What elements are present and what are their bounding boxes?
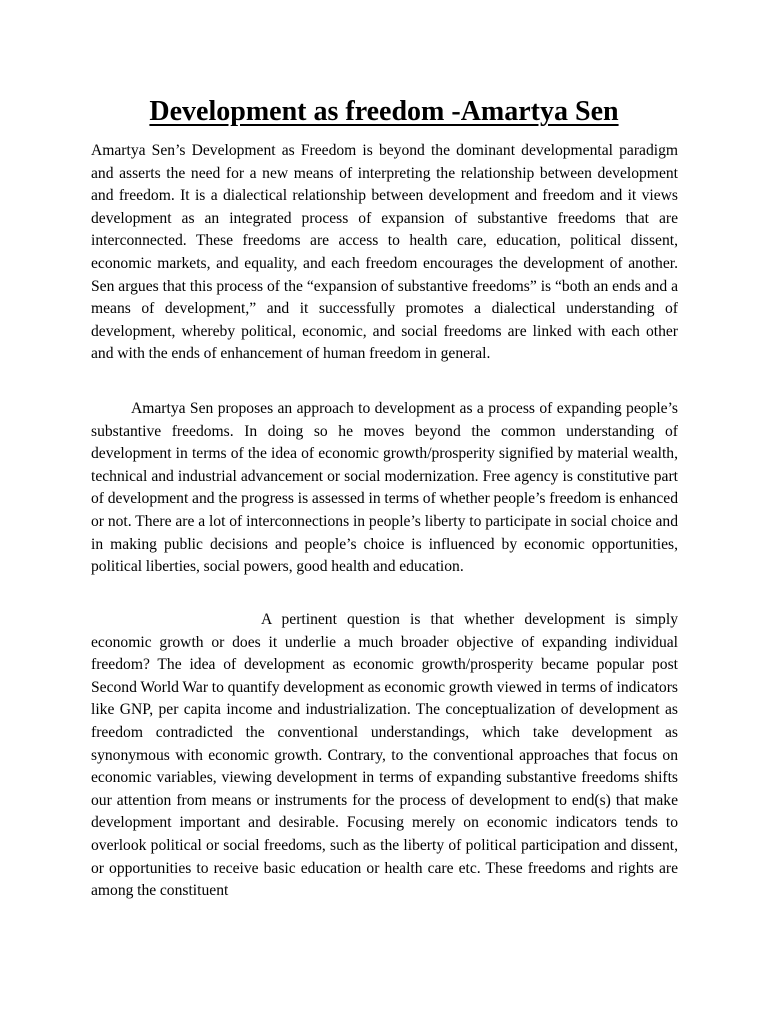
paragraph-2: Amartya Sen proposes an approach to development as a process of expanding people’s substantive freedoms. In doing so he moves beyond the common understanding of development in terms of the idea of economic growth/prosperity signified by material wealth, technical and industrial advancement or social modernization. Free agency is constitutive part of development and the progress is assessed in terms of whether people’s freedom is enhanced or not. There are a lot of interconnections in people’s liberty to participate in social choice and in making public decisions and people’s choice is influenced by economic opportunities, political liberties, social powers, good health and education. (91, 400, 678, 576)
paragraph-3: A pertinent question is that whether development is simply economic growth or does it underlie a much broader objective of expanding individual freedom? The idea of development as economic growth/prosperity became popular post Second World War to quantify development as economic growth viewed in terms of indicators like GNP, per capita income and industrialization. The conceptualization of development as freedom contradicted the conventional understandings, which take development as synonymous with economic growth. Contrary, to the conventional approaches that focus on economic variables, viewing development in terms of expanding substantive freedoms shifts our attention from means or instruments for the process of development to end(s) that make development important and desirable. Focusing merely on economic indicators tends to overlook political or social freedoms, such as the liberty of political participation and dissent, or opportunities to receive basic education or health care etc. These freedoms and rights are among the constituent (91, 611, 678, 900)
page-title: Development as freedom -Amartya Sen (149, 96, 619, 127)
paragraph-1: Amartya Sen’s Development as Freedom is beyond the dominant developmental paradigm and asserts the need for a new means of interpreting the relationship between development and freedom. It is a dialectical relationship between development and freedom and it views development as an integrated process of expansion of substantive freedoms that are interconnected. These freedoms are access to health care, education, political dissent, economic markets, and equality, and each freedom encourages the development of another. Sen argues that this process of the “expansion of substantive freedoms” is “both an ends and a means of development,” and it successfully promotes a dialectical understanding of development, whereby political, economic, and social freedoms are linked with each other and with the ends of enhancement of human freedom in general. (91, 142, 678, 363)
